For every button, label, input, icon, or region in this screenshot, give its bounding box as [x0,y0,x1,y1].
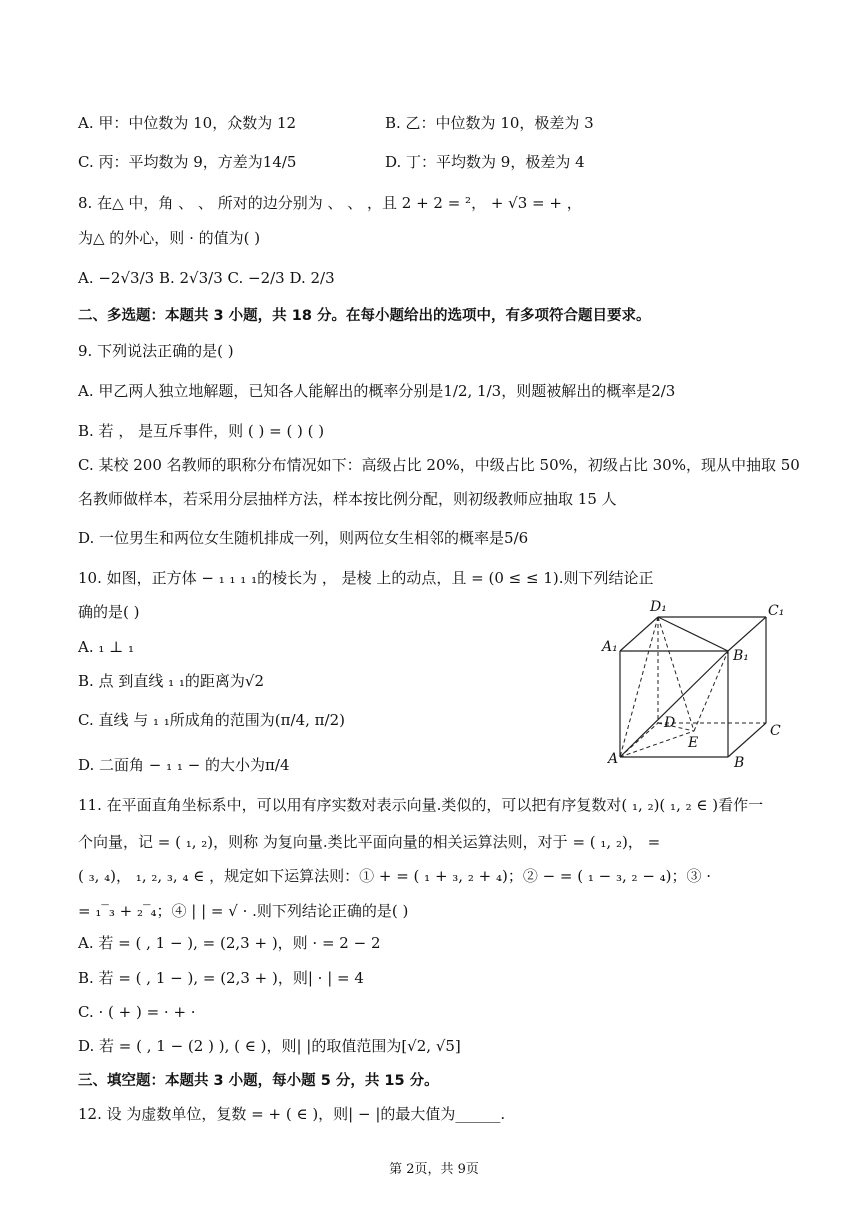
question-8-line2: 为△ 的外心，则 · 的值为( ) [78,229,261,247]
question-11-line2: 个向量，记 = ( ₁, ₂)，则称 为复向量.类比平面向量的相关运算法则，对于 = ( ₁, ₂)， = [78,833,661,851]
cube-figure [598,595,798,775]
question-11-line1: 11. 在平面直角坐标系中，可以用有序实数对表示向量.类似的，可以把有序复数对( ₁, ₂)( ₁, ₂ ∈ )看作一 [78,796,764,814]
question-9d: D. 一位男生和两位女生随机排成一列，则两位女生相邻的概率是5/6 [78,529,529,547]
question-9a: A. 甲乙两人独立地解题，已知各人能解出的概率分别是1/2, 1/3，则题被解出的概率是2/3 [78,382,676,400]
label-d1: D₁ [650,599,667,615]
label-b: B [734,755,745,771]
question-8-options: A. −2√3/3 B. 2√3/3 C. −2/3 D. 2/3 [78,269,335,287]
question-11-line4: = ₁‾₃ + ₂‾₄；④ | | = √ · .则下列结论正确的是( ) [78,902,409,920]
question-11d: D. 若 = ( , 1 − (2 ) ), ( ∈ )，则| |的取值范围为[√2, √5] [78,1037,461,1055]
question-12: 12. 设 为虚数单位，复数 = + ( ∈ )，则| − |的最大值为______. [78,1105,506,1123]
option-7b: B. 乙：中位数为 10，极差为 3 [385,114,594,132]
section-2-heading: 二、多选题：本题共 3 小题，共 18 分。在每小题给出的选项中，有多项符合题目要求。 [78,308,651,324]
question-11c: C. · ( + ) = · + · [78,1003,196,1021]
question-11-line3: ( ₃, ₄)， ₁, ₂, ₃, ₄ ∈ ，规定如下运算法则：① + = ( ₁ + ₃, ₂ + ₄)；② − = ( ₁ − ₃, ₂ − ₄)；③ · [78,867,712,885]
label-b1: B₁ [733,648,749,664]
label-a1: A₁ [602,639,618,655]
question-9c-line2: 名教师做样本，若采用分层抽样方法，样本按比例分配，则初级教师应抽取 15 人 [78,490,617,508]
label-e: E [688,735,699,751]
section-3-heading: 三、填空题：本题共 3 小题，每小题 5 分，共 15 分。 [78,1073,439,1089]
question-11b: B. 若 = ( , 1 − ), = (2,3 + )，则| · | = 4 [78,969,364,987]
label-a: A [608,751,619,767]
question-9: 9. 下列说法正确的是( ) [78,342,234,360]
question-10a: A. ₁ ⊥ ₁ [78,638,135,656]
option-7d: D. 丁：平均数为 9，极差为 4 [385,153,585,171]
question-11a: A. 若 = ( , 1 − ), = (2,3 + )，则 · = 2 − 2 [78,934,381,952]
question-10-line2: 确的是( ) [78,603,140,621]
question-10d: D. 二面角 − ₁ ₁ − 的大小为π/4 [78,756,290,774]
label-c1: C₁ [768,603,785,619]
page-footer: 第 2页，共 9页 [389,1162,479,1177]
label-c: C [770,723,781,739]
option-7a: A. 甲：中位数为 10，众数为 12 [78,114,297,132]
question-10c: C. 直线 与 ₁ ₁所成角的范围为(π/4, π/2) [78,711,345,729]
question-8-line1: 8. 在△ 中，角 、 、 所对的边分别为 、 、 ，且 2 + 2 = ²， + √3 = + ， [78,194,582,212]
question-10-line1: 10. 如图，正方体 − ₁ ₁ ₁ ₁的棱长为 ， 是棱 上的动点，且 = (0 ≤ ≤ 1).则下列结论正 [78,569,654,587]
option-7c: C. 丙：平均数为 9，方差为14/5 [78,153,297,171]
question-9c-line1: C. 某校 200 名教师的职称分布情况如下：高级占比 20%，中级占比 50%，初级占比 30%，现从中抽取 50 [78,456,800,474]
label-d: D [664,715,676,731]
question-10b: B. 点 到直线 ₁ ₁的距离为√2 [78,672,264,690]
question-9b: B. 若 ， 是互斥事件，则 ( ) = ( ) ( ) [78,422,325,440]
